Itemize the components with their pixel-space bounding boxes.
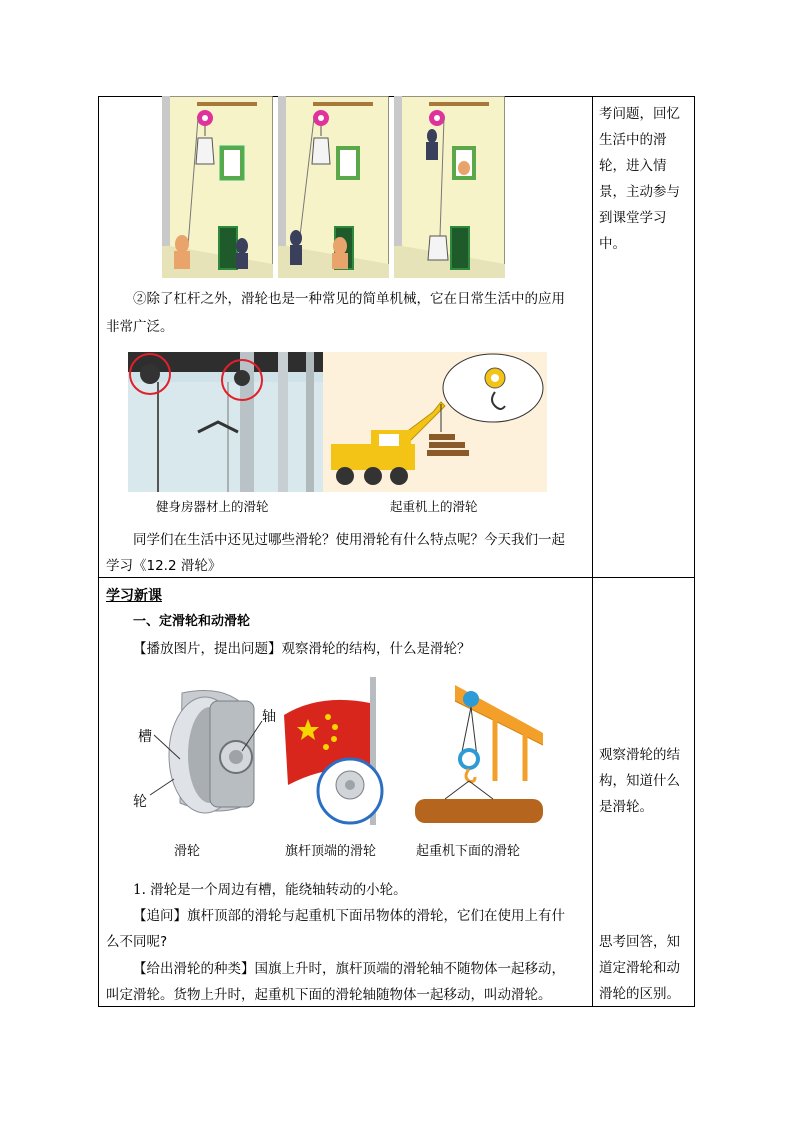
- definition-pulley: 1. 滑轮是一个周边有槽，能绕轴转动的小轮。: [133, 882, 407, 898]
- caption-flag-pulley: 旗杆顶端的滑轮: [285, 844, 377, 859]
- flag-pulley-photo: [280, 673, 386, 825]
- caption-crane-lower-pulley: 起重机下面的滑轮: [416, 844, 521, 859]
- comic-panel-2: [278, 96, 389, 278]
- table-right-border: [694, 96, 695, 1007]
- label-groove: 槽: [138, 729, 152, 745]
- pulley-types: 【给出滑轮的种类】国旗上升时，旗杆顶端的滑轮轴不随物体一起移动，: [133, 961, 565, 977]
- subheading-fixed-movable: 一、定滑轮和动滑轮: [133, 614, 251, 629]
- comic-panel-3: [394, 96, 505, 278]
- caption-crane-pulley: 起重机上的滑轮: [390, 499, 478, 514]
- para-pulley-intro: ②除了杠杆之外，滑轮也是一种常见的简单机械，它在日常生活中的应用: [133, 291, 565, 307]
- section-heading: 学习新课: [106, 588, 162, 604]
- label-leader-lines: [130, 683, 280, 823]
- caption-gym-pulley: 健身房器材上的滑轮: [156, 499, 269, 514]
- crane-cartoon: [323, 352, 547, 492]
- prompt-observe: 【播放图片，提出问题】观察滑轮的结构，什么是滑轮？: [133, 641, 471, 657]
- gym-pulley-photo: [128, 352, 323, 492]
- side-note-recall: 考问题，回忆生活中的滑轮，进入情景，主动参与到课堂学习中。: [599, 106, 680, 252]
- label-axle: 轴: [262, 709, 276, 725]
- pulley-types-cont: 叫定滑轮。货物上升时，起重机下面的滑轮轴随物体一起移动，叫动滑轮。: [106, 987, 552, 1003]
- para-pulley-intro-cont: 非常广泛。: [106, 319, 174, 335]
- side-note-think: 思考回答，知道定滑轮和动滑轮的区别。: [599, 934, 680, 1002]
- comic-panel-1: [162, 96, 273, 278]
- table-left-border: [98, 96, 99, 1007]
- followup-question-cont: 么不同呢?: [106, 934, 168, 950]
- caption-pulley: 滑轮: [174, 844, 201, 859]
- label-wheel: 轮: [133, 794, 147, 810]
- para-question: 同学们在生活中还见过哪些滑轮？使用滑轮有什么特点呢？今天我们一起: [133, 532, 565, 548]
- side-note-observe: 观察滑轮的结构，知道什么是滑轮。: [599, 747, 680, 815]
- column-divider: [592, 96, 593, 1007]
- followup-question: 【追问】旗杆顶部的滑轮与起重机下面吊物体的滑轮，它们在使用上有什: [133, 908, 565, 924]
- crane-lower-pulley-photo: [415, 681, 543, 823]
- para-question-cont: 学习《12.2 滑轮》: [106, 558, 222, 574]
